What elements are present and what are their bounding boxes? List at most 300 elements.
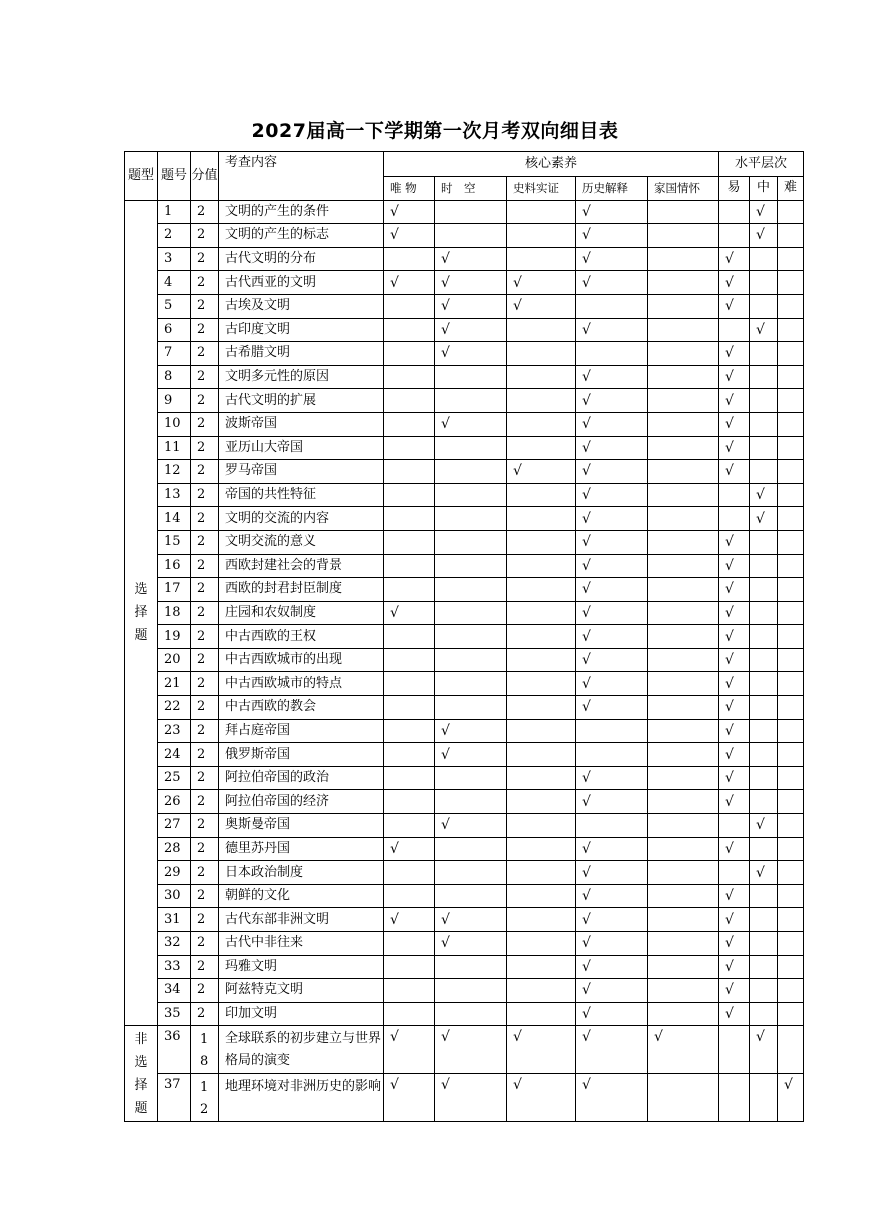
table-row bbox=[125, 932, 804, 956]
question-no: 28 bbox=[158, 837, 191, 861]
question-content: 庄园和农奴制度 bbox=[219, 601, 384, 625]
check-mark bbox=[384, 979, 435, 1003]
check-mark bbox=[435, 200, 507, 224]
check-mark bbox=[648, 696, 719, 720]
question-content: 罗马帝国 bbox=[219, 460, 384, 484]
question-score: 2 bbox=[191, 672, 219, 696]
question-score: 2 bbox=[191, 719, 219, 743]
check-mark: √ bbox=[719, 554, 750, 578]
question-score: 2 bbox=[191, 955, 219, 979]
question-content: 帝国的共性特征 bbox=[219, 483, 384, 507]
question-no: 4 bbox=[158, 271, 191, 295]
check-mark bbox=[778, 696, 804, 720]
check-mark: √ bbox=[576, 790, 648, 814]
check-mark bbox=[719, 814, 750, 838]
check-mark: √ bbox=[719, 271, 750, 295]
check-mark bbox=[576, 294, 648, 318]
question-no: 21 bbox=[158, 672, 191, 696]
check-mark: √ bbox=[719, 601, 750, 625]
question-no: 11 bbox=[158, 436, 191, 460]
header-level-easy: 易 bbox=[719, 177, 750, 201]
question-score: 2 bbox=[191, 908, 219, 932]
table-row bbox=[125, 884, 804, 908]
question-no: 14 bbox=[158, 507, 191, 531]
question-no: 7 bbox=[158, 342, 191, 366]
question-no: 30 bbox=[158, 884, 191, 908]
question-content: 古代文明的扩展 bbox=[219, 389, 384, 413]
group-non-choice: 非选择题 bbox=[125, 1026, 158, 1122]
check-mark bbox=[778, 554, 804, 578]
check-mark: √ bbox=[576, 530, 648, 554]
question-score: 2 bbox=[191, 884, 219, 908]
check-mark: √ bbox=[435, 743, 507, 767]
check-mark: √ bbox=[719, 625, 750, 649]
check-mark bbox=[435, 554, 507, 578]
check-mark: √ bbox=[719, 578, 750, 602]
question-score: 2 bbox=[191, 790, 219, 814]
question-no: 9 bbox=[158, 389, 191, 413]
check-mark: √ bbox=[750, 483, 778, 507]
check-mark bbox=[507, 719, 576, 743]
check-mark bbox=[507, 814, 576, 838]
check-mark bbox=[750, 554, 778, 578]
question-score: 2 bbox=[191, 294, 219, 318]
check-mark bbox=[384, 247, 435, 271]
table-row bbox=[125, 365, 804, 389]
check-mark bbox=[778, 247, 804, 271]
check-mark: √ bbox=[576, 979, 648, 1003]
check-mark: √ bbox=[719, 436, 750, 460]
check-mark: √ bbox=[384, 601, 435, 625]
check-mark bbox=[778, 365, 804, 389]
check-mark bbox=[778, 507, 804, 531]
header-level: 水平层次 bbox=[719, 152, 804, 177]
check-mark bbox=[648, 884, 719, 908]
table-row bbox=[125, 648, 804, 672]
check-mark bbox=[778, 601, 804, 625]
check-mark: √ bbox=[576, 460, 648, 484]
table-row bbox=[125, 766, 804, 790]
check-mark: √ bbox=[576, 1002, 648, 1026]
question-score: 2 bbox=[191, 318, 219, 342]
check-mark: √ bbox=[576, 389, 648, 413]
question-content: 奥斯曼帝国 bbox=[219, 814, 384, 838]
check-mark bbox=[778, 908, 804, 932]
header-literacy-materialism: 唯 物 bbox=[384, 177, 435, 201]
check-mark bbox=[648, 814, 719, 838]
check-mark: √ bbox=[719, 672, 750, 696]
table-row bbox=[125, 554, 804, 578]
check-mark: √ bbox=[576, 318, 648, 342]
check-mark: √ bbox=[750, 1026, 778, 1074]
question-score: 2 bbox=[191, 979, 219, 1003]
table-row bbox=[125, 200, 804, 224]
question-score: 2 bbox=[191, 601, 219, 625]
header-level-hard: 难 bbox=[778, 177, 804, 201]
check-mark bbox=[648, 578, 719, 602]
check-mark bbox=[507, 530, 576, 554]
check-mark: √ bbox=[507, 1074, 576, 1122]
check-mark bbox=[435, 1002, 507, 1026]
check-mark: √ bbox=[719, 719, 750, 743]
check-mark bbox=[648, 861, 719, 885]
check-mark bbox=[719, 200, 750, 224]
check-mark: √ bbox=[719, 1002, 750, 1026]
check-mark bbox=[648, 460, 719, 484]
question-no: 29 bbox=[158, 861, 191, 885]
table-row bbox=[125, 861, 804, 885]
check-mark bbox=[576, 719, 648, 743]
check-mark: √ bbox=[778, 1074, 804, 1122]
question-no: 17 bbox=[158, 578, 191, 602]
check-mark bbox=[778, 271, 804, 295]
check-mark bbox=[384, 554, 435, 578]
check-mark bbox=[435, 389, 507, 413]
check-mark bbox=[778, 743, 804, 767]
check-mark: √ bbox=[435, 932, 507, 956]
check-mark bbox=[648, 530, 719, 554]
check-mark bbox=[778, 318, 804, 342]
check-mark bbox=[750, 1002, 778, 1026]
check-mark: √ bbox=[384, 200, 435, 224]
check-mark: √ bbox=[435, 247, 507, 271]
check-mark: √ bbox=[648, 1026, 719, 1074]
check-mark: √ bbox=[576, 507, 648, 531]
question-content: 古代文明的分布 bbox=[219, 247, 384, 271]
check-mark: √ bbox=[719, 389, 750, 413]
check-mark bbox=[507, 483, 576, 507]
table-row bbox=[125, 837, 804, 861]
check-mark bbox=[719, 318, 750, 342]
question-score: 2 bbox=[191, 814, 219, 838]
check-mark bbox=[648, 837, 719, 861]
check-mark bbox=[648, 743, 719, 767]
check-mark: √ bbox=[384, 1074, 435, 1122]
check-mark bbox=[778, 483, 804, 507]
check-mark: √ bbox=[507, 1026, 576, 1074]
question-score: 2 bbox=[191, 247, 219, 271]
check-mark bbox=[648, 224, 719, 248]
check-mark bbox=[384, 460, 435, 484]
check-mark bbox=[648, 294, 719, 318]
check-mark bbox=[750, 1074, 778, 1122]
check-mark bbox=[384, 743, 435, 767]
check-mark: √ bbox=[576, 672, 648, 696]
check-mark bbox=[435, 483, 507, 507]
check-mark: √ bbox=[576, 200, 648, 224]
check-mark: √ bbox=[576, 601, 648, 625]
check-mark bbox=[778, 932, 804, 956]
table-row bbox=[125, 342, 804, 366]
check-mark bbox=[435, 224, 507, 248]
question-no: 23 bbox=[158, 719, 191, 743]
check-mark bbox=[750, 601, 778, 625]
question-no: 8 bbox=[158, 365, 191, 389]
check-mark bbox=[750, 365, 778, 389]
question-content: 中古西欧城市的特点 bbox=[219, 672, 384, 696]
check-mark: √ bbox=[576, 766, 648, 790]
check-mark bbox=[507, 955, 576, 979]
check-mark bbox=[384, 412, 435, 436]
check-mark: √ bbox=[719, 365, 750, 389]
check-mark: √ bbox=[576, 1026, 648, 1074]
check-mark bbox=[719, 507, 750, 531]
check-mark: √ bbox=[576, 625, 648, 649]
check-mark bbox=[648, 672, 719, 696]
check-mark bbox=[778, 294, 804, 318]
question-no: 32 bbox=[158, 932, 191, 956]
question-content: 亚历山大帝国 bbox=[219, 436, 384, 460]
header-level-medium: 中 bbox=[750, 177, 778, 201]
check-mark: √ bbox=[719, 294, 750, 318]
check-mark bbox=[648, 908, 719, 932]
check-mark bbox=[750, 932, 778, 956]
check-mark: √ bbox=[719, 908, 750, 932]
check-mark bbox=[778, 955, 804, 979]
check-mark bbox=[750, 294, 778, 318]
question-content: 德里苏丹国 bbox=[219, 837, 384, 861]
table-row bbox=[125, 412, 804, 436]
question-score: 2 bbox=[191, 224, 219, 248]
check-mark bbox=[507, 389, 576, 413]
check-mark bbox=[384, 955, 435, 979]
check-mark bbox=[750, 908, 778, 932]
check-mark: √ bbox=[384, 837, 435, 861]
specification-table bbox=[124, 151, 804, 1122]
check-mark bbox=[507, 247, 576, 271]
check-mark bbox=[384, 483, 435, 507]
check-mark bbox=[507, 554, 576, 578]
question-content: 俄罗斯帝国 bbox=[219, 743, 384, 767]
question-content: 文明的产生的标志 bbox=[219, 224, 384, 248]
check-mark bbox=[778, 342, 804, 366]
check-mark: √ bbox=[576, 483, 648, 507]
question-content: 地理环境对非洲历史的影响 bbox=[219, 1074, 384, 1122]
question-score: 2 bbox=[191, 1002, 219, 1026]
check-mark bbox=[750, 342, 778, 366]
check-mark bbox=[778, 200, 804, 224]
check-mark bbox=[778, 837, 804, 861]
check-mark bbox=[648, 601, 719, 625]
check-mark bbox=[778, 766, 804, 790]
question-content: 全球联系的初步建立与世界格局的演变 bbox=[219, 1026, 384, 1074]
check-mark: √ bbox=[576, 884, 648, 908]
question-content: 文明交流的意义 bbox=[219, 530, 384, 554]
check-mark: √ bbox=[576, 554, 648, 578]
check-mark bbox=[507, 884, 576, 908]
question-content: 玛雅文明 bbox=[219, 955, 384, 979]
check-mark bbox=[778, 719, 804, 743]
check-mark bbox=[750, 672, 778, 696]
check-mark bbox=[750, 719, 778, 743]
table-row bbox=[125, 672, 804, 696]
check-mark bbox=[507, 696, 576, 720]
check-mark: √ bbox=[719, 979, 750, 1003]
check-mark bbox=[778, 979, 804, 1003]
check-mark bbox=[648, 412, 719, 436]
table-row bbox=[125, 696, 804, 720]
check-mark bbox=[648, 342, 719, 366]
header-question-type: 题型 bbox=[125, 152, 158, 201]
question-no: 16 bbox=[158, 554, 191, 578]
question-content: 古代西亚的文明 bbox=[219, 271, 384, 295]
table-row bbox=[125, 271, 804, 295]
check-mark bbox=[750, 955, 778, 979]
check-mark bbox=[384, 318, 435, 342]
check-mark: √ bbox=[384, 224, 435, 248]
check-mark bbox=[778, 1026, 804, 1074]
check-mark bbox=[435, 625, 507, 649]
check-mark bbox=[750, 648, 778, 672]
question-content: 拜占庭帝国 bbox=[219, 719, 384, 743]
check-mark bbox=[648, 648, 719, 672]
check-mark bbox=[384, 884, 435, 908]
check-mark: √ bbox=[576, 271, 648, 295]
header-literacy-interpretation: 历史解释 bbox=[576, 177, 648, 201]
check-mark: √ bbox=[384, 908, 435, 932]
check-mark bbox=[435, 601, 507, 625]
question-score: 2 bbox=[191, 507, 219, 531]
check-mark: √ bbox=[576, 696, 648, 720]
check-mark bbox=[384, 861, 435, 885]
check-mark: √ bbox=[576, 578, 648, 602]
question-score: 2 bbox=[191, 412, 219, 436]
check-mark: √ bbox=[435, 908, 507, 932]
check-mark bbox=[719, 1026, 750, 1074]
check-mark: √ bbox=[576, 436, 648, 460]
question-no: 26 bbox=[158, 790, 191, 814]
check-mark bbox=[750, 271, 778, 295]
check-mark bbox=[507, 932, 576, 956]
check-mark bbox=[507, 837, 576, 861]
check-mark bbox=[507, 224, 576, 248]
question-no: 13 bbox=[158, 483, 191, 507]
check-mark: √ bbox=[719, 766, 750, 790]
table-row bbox=[125, 814, 804, 838]
header-core-literacy: 核心素养 bbox=[384, 152, 719, 177]
check-mark bbox=[750, 460, 778, 484]
table-row bbox=[125, 530, 804, 554]
check-mark bbox=[778, 224, 804, 248]
check-mark: √ bbox=[507, 460, 576, 484]
question-content: 日本政治制度 bbox=[219, 861, 384, 885]
check-mark bbox=[507, 412, 576, 436]
header-score: 分值 bbox=[191, 152, 219, 201]
question-score: 2 bbox=[191, 578, 219, 602]
check-mark bbox=[648, 979, 719, 1003]
check-mark bbox=[648, 436, 719, 460]
question-content: 中古西欧的教会 bbox=[219, 696, 384, 720]
check-mark bbox=[384, 696, 435, 720]
table-row bbox=[125, 507, 804, 531]
check-mark bbox=[778, 460, 804, 484]
check-mark bbox=[648, 719, 719, 743]
check-mark bbox=[507, 318, 576, 342]
question-score: 2 bbox=[191, 837, 219, 861]
question-content: 中古西欧的王权 bbox=[219, 625, 384, 649]
check-mark bbox=[648, 766, 719, 790]
question-content: 古代中非往来 bbox=[219, 932, 384, 956]
check-mark: √ bbox=[576, 412, 648, 436]
question-content: 古印度文明 bbox=[219, 318, 384, 342]
check-mark bbox=[435, 766, 507, 790]
check-mark: √ bbox=[576, 365, 648, 389]
check-mark bbox=[648, 271, 719, 295]
table-row bbox=[125, 294, 804, 318]
table-row bbox=[125, 483, 804, 507]
check-mark bbox=[435, 884, 507, 908]
question-score: 2 bbox=[191, 389, 219, 413]
check-mark bbox=[384, 625, 435, 649]
check-mark: √ bbox=[719, 342, 750, 366]
check-mark bbox=[719, 483, 750, 507]
table-row bbox=[125, 318, 804, 342]
check-mark: √ bbox=[576, 648, 648, 672]
check-mark bbox=[778, 436, 804, 460]
check-mark bbox=[750, 436, 778, 460]
check-mark bbox=[384, 578, 435, 602]
question-no: 1 bbox=[158, 200, 191, 224]
check-mark bbox=[778, 625, 804, 649]
check-mark bbox=[648, 932, 719, 956]
check-mark bbox=[778, 814, 804, 838]
question-score: 2 bbox=[191, 554, 219, 578]
check-mark bbox=[648, 554, 719, 578]
check-mark bbox=[507, 861, 576, 885]
question-no: 15 bbox=[158, 530, 191, 554]
check-mark bbox=[384, 436, 435, 460]
page-title: 2027届高一下学期第一次月考双向细目表 bbox=[251, 120, 619, 142]
check-mark: √ bbox=[719, 530, 750, 554]
check-mark: √ bbox=[719, 247, 750, 271]
question-score: 2 bbox=[191, 932, 219, 956]
table-row bbox=[125, 979, 804, 1003]
check-mark: √ bbox=[750, 814, 778, 838]
header-literacy-spacetime: 时 空 bbox=[435, 177, 507, 201]
check-mark bbox=[750, 766, 778, 790]
question-no: 36 bbox=[158, 1026, 191, 1074]
question-score: 18 bbox=[191, 1026, 219, 1074]
check-mark: √ bbox=[750, 200, 778, 224]
question-score: 2 bbox=[191, 648, 219, 672]
check-mark bbox=[648, 200, 719, 224]
check-mark: √ bbox=[750, 318, 778, 342]
check-mark bbox=[435, 507, 507, 531]
question-score: 2 bbox=[191, 483, 219, 507]
check-mark: √ bbox=[750, 224, 778, 248]
question-score: 2 bbox=[191, 271, 219, 295]
check-mark bbox=[384, 365, 435, 389]
question-no: 12 bbox=[158, 460, 191, 484]
check-mark bbox=[750, 837, 778, 861]
check-mark bbox=[384, 719, 435, 743]
check-mark: √ bbox=[576, 955, 648, 979]
table-row bbox=[125, 908, 804, 932]
check-mark bbox=[507, 365, 576, 389]
question-content: 文明的产生的条件 bbox=[219, 200, 384, 224]
question-content: 西欧封建社会的背景 bbox=[219, 554, 384, 578]
check-mark bbox=[778, 530, 804, 554]
table-row bbox=[125, 719, 804, 743]
check-mark bbox=[507, 743, 576, 767]
table-row bbox=[125, 601, 804, 625]
check-mark bbox=[778, 861, 804, 885]
check-mark bbox=[648, 790, 719, 814]
check-mark bbox=[384, 814, 435, 838]
check-mark: √ bbox=[435, 719, 507, 743]
check-mark bbox=[507, 342, 576, 366]
check-mark bbox=[778, 412, 804, 436]
